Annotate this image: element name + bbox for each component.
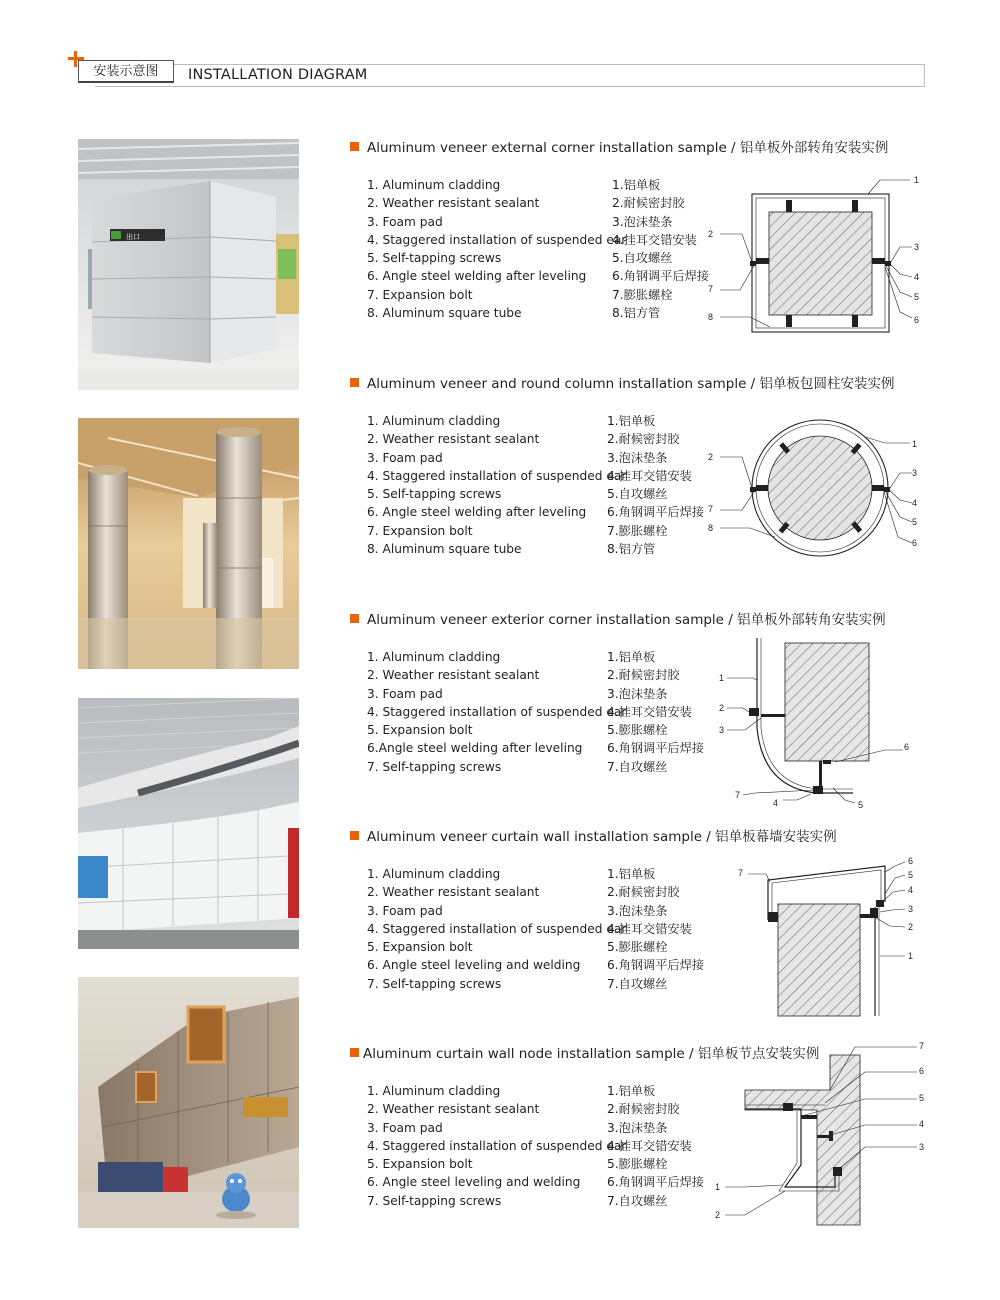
svg-text:6: 6 xyxy=(904,742,910,752)
legend-list-cn xyxy=(607,865,704,993)
list-item: 5.自攻螺丝 xyxy=(612,251,673,266)
svg-text:6: 6 xyxy=(912,538,918,548)
svg-text:5: 5 xyxy=(912,517,918,527)
legend-list-cn xyxy=(607,1082,704,1210)
svg-text:7: 7 xyxy=(735,790,741,800)
svg-text:2: 2 xyxy=(708,229,714,239)
svg-text:6: 6 xyxy=(914,315,920,325)
svg-text:2: 2 xyxy=(719,703,725,713)
svg-text:2: 2 xyxy=(908,922,914,932)
svg-text:5: 5 xyxy=(858,800,864,810)
svg-text:5: 5 xyxy=(919,1093,925,1103)
list-item: 6.角钢调平后焊接 xyxy=(612,269,709,284)
exterior-corner-section-diagram xyxy=(705,638,925,813)
orange-square-icon xyxy=(350,1048,359,1057)
list-item: 6. Angle steel leveling and welding xyxy=(367,1175,581,1190)
section-title: Aluminum veneer exterior corner installation sample / 铝单板外部转角安装实例 xyxy=(350,608,886,628)
svg-text:1: 1 xyxy=(912,439,918,449)
legend-list-en xyxy=(367,865,626,993)
svg-text:7: 7 xyxy=(708,284,714,294)
svg-text:8: 8 xyxy=(708,523,714,533)
svg-text:4: 4 xyxy=(914,272,920,282)
list-item: 7.膨胀螺栓 xyxy=(612,287,673,302)
svg-text:4: 4 xyxy=(919,1119,925,1129)
list-item: 6.Angle steel welding after leveling xyxy=(367,741,583,756)
list-item: 3.泡沫垫条 xyxy=(607,903,668,918)
list-item: 7. Expansion bolt xyxy=(367,287,473,302)
header-title-en: INSTALLATION DIAGRAM xyxy=(188,67,368,83)
list-item: 3.泡沫垫条 xyxy=(612,214,673,229)
list-item: 4.挂耳交错安装 xyxy=(607,468,692,483)
section-title: Aluminum curtain wall node installation sample / 铝单板节点安装实例 xyxy=(350,1042,819,1062)
list-item: 5. Self-tapping screws xyxy=(367,251,502,266)
list-item: 6.角钢调平后焊接 xyxy=(607,1175,704,1190)
curtain-wall-node-section-diagram xyxy=(705,1035,930,1230)
svg-text:3: 3 xyxy=(914,242,920,252)
square-column-section-diagram xyxy=(700,172,930,342)
orange-square-icon xyxy=(350,378,359,387)
list-item: 2.耐候密封胶 xyxy=(612,196,685,211)
svg-text:1: 1 xyxy=(914,175,920,185)
list-item: 4.挂耳交错安装 xyxy=(607,921,692,936)
svg-text:1: 1 xyxy=(719,673,725,683)
list-item: 4. Staggered installation of suspended ear xyxy=(367,232,627,247)
svg-text:2: 2 xyxy=(715,1210,721,1220)
list-item: 3. Foam pad xyxy=(367,450,443,465)
list-item: 2. Weather resistant sealant xyxy=(367,668,540,683)
list-item: 5.自攻螺丝 xyxy=(607,487,668,502)
list-item: 4. Staggered installation of suspended ear xyxy=(367,468,627,483)
list-item: 2. Weather resistant sealant xyxy=(367,1102,540,1117)
list-item: 5. Expansion bolt xyxy=(367,723,473,738)
svg-text:1: 1 xyxy=(908,951,914,961)
list-item: 2.耐候密封胶 xyxy=(607,432,680,447)
svg-text:3: 3 xyxy=(908,904,914,914)
svg-text:6: 6 xyxy=(908,856,914,866)
list-item: 8. Aluminum square tube xyxy=(367,542,522,557)
section-title: Aluminum veneer and round column installation sample / 铝单板包圆柱安装实例 xyxy=(350,372,895,392)
list-item: 1. Aluminum cladding xyxy=(367,867,501,881)
list-item: 2. Weather resistant sealant xyxy=(367,432,540,447)
list-item: 1.铝单板 xyxy=(607,650,656,664)
list-item: 7. Expansion bolt xyxy=(367,523,473,538)
legend-list-en xyxy=(367,1082,626,1210)
curved-wall-corner-photo-icon xyxy=(78,698,299,949)
section-title: Aluminum veneer curtain wall installation sample / 铝单板幕墙安装实例 xyxy=(350,825,837,845)
round-column-hall-photo-icon xyxy=(78,418,299,669)
list-item: 4.挂耳交错安装 xyxy=(607,1138,692,1153)
list-item: 4.挂耳交错安装 xyxy=(607,704,692,719)
list-item: 7. Self-tapping screws xyxy=(367,759,502,774)
list-item: 4. Staggered installation of suspended ear xyxy=(367,704,627,719)
svg-text:4: 4 xyxy=(908,885,914,895)
legend-list-cn xyxy=(612,176,709,322)
list-item: 1.铝单板 xyxy=(607,1084,656,1098)
list-item: 3.泡沫垫条 xyxy=(607,686,668,701)
legend-list-en xyxy=(367,176,626,322)
list-item: 7.自攻螺丝 xyxy=(607,976,668,991)
list-item: 3. Foam pad xyxy=(367,903,443,918)
legend-list-en xyxy=(367,412,626,558)
svg-text:3: 3 xyxy=(719,725,725,735)
svg-text:5: 5 xyxy=(908,870,914,880)
list-item: 1.铝单板 xyxy=(607,414,656,428)
svg-text:6: 6 xyxy=(919,1066,925,1076)
svg-text:1: 1 xyxy=(715,1182,721,1192)
list-item: 6.角钢调平后焊接 xyxy=(607,958,704,973)
list-item: 7. Self-tapping screws xyxy=(367,976,502,991)
svg-text:3: 3 xyxy=(912,468,918,478)
list-item: 5. Expansion bolt xyxy=(367,940,473,955)
list-item: 6. Angle steel welding after leveling xyxy=(367,269,587,284)
list-item: 2. Weather resistant sealant xyxy=(367,196,540,211)
round-column-section-diagram xyxy=(700,415,930,575)
list-item: 3. Foam pad xyxy=(367,1120,443,1135)
list-item: 2.耐候密封胶 xyxy=(607,1102,680,1117)
legend-list-cn xyxy=(607,648,704,776)
header-title-cn: 安装示意图 xyxy=(78,60,174,83)
list-item: 2.耐候密封胶 xyxy=(607,885,680,900)
list-item: 3. Foam pad xyxy=(367,214,443,229)
list-item: 7.自攻螺丝 xyxy=(607,1193,668,1208)
list-item: 2.耐候密封胶 xyxy=(607,668,680,683)
list-item: 1. Aluminum cladding xyxy=(367,178,501,192)
list-item: 2. Weather resistant sealant xyxy=(367,885,540,900)
list-item: 6.角钢调平后焊接 xyxy=(607,505,704,520)
svg-text:4: 4 xyxy=(773,798,779,808)
list-item: 4. Staggered installation of suspended ear xyxy=(367,921,627,936)
orange-square-icon xyxy=(350,614,359,623)
legend-list-en xyxy=(367,648,626,776)
list-item: 5. Expansion bolt xyxy=(367,1157,473,1172)
svg-text:4: 4 xyxy=(912,498,918,508)
list-item: 6.角钢调平后焊接 xyxy=(607,741,704,756)
list-item: 5.膨胀螺栓 xyxy=(607,723,668,738)
list-item: 5.膨胀螺栓 xyxy=(607,940,668,955)
legend-list-cn xyxy=(607,412,704,558)
list-item: 7.自攻螺丝 xyxy=(607,759,668,774)
orange-square-icon xyxy=(350,142,359,151)
list-item: 6. Angle steel leveling and welding xyxy=(367,958,581,973)
svg-text:7: 7 xyxy=(919,1041,925,1051)
list-item: 7. Self-tapping screws xyxy=(367,1193,502,1208)
list-item: 8. Aluminum square tube xyxy=(367,306,522,321)
exit-sign-text: 出口 xyxy=(126,234,140,241)
list-item: 4.挂耳交错安装 xyxy=(612,232,697,247)
list-item: 3. Foam pad xyxy=(367,686,443,701)
list-item: 4. Staggered installation of suspended ear xyxy=(367,1138,627,1153)
svg-text:3: 3 xyxy=(919,1142,925,1152)
list-item: 1. Aluminum cladding xyxy=(367,650,501,664)
list-item: 6. Angle steel welding after leveling xyxy=(367,505,587,520)
list-item: 5. Self-tapping screws xyxy=(367,487,502,502)
section-title: Aluminum veneer external corner installation sample / 铝单板外部转角安装实例 xyxy=(350,136,888,156)
list-item: 1.铝单板 xyxy=(612,178,661,192)
list-item: 1. Aluminum cladding xyxy=(367,1084,501,1098)
list-item: 8.铝方管 xyxy=(607,542,656,557)
list-item: 1. Aluminum cladding xyxy=(367,414,501,428)
mall-facade-photo-icon xyxy=(78,977,299,1228)
svg-text:2: 2 xyxy=(708,452,714,462)
list-item: 3.泡沫垫条 xyxy=(607,1120,668,1135)
svg-text:8: 8 xyxy=(708,312,714,322)
list-item: 7.膨胀螺栓 xyxy=(607,523,668,538)
curtain-wall-section-diagram xyxy=(730,852,925,1022)
list-item: 1.铝单板 xyxy=(607,867,656,881)
list-item: 8.铝方管 xyxy=(612,306,661,321)
svg-text:5: 5 xyxy=(914,292,920,302)
svg-text:7: 7 xyxy=(738,868,744,878)
svg-text:7: 7 xyxy=(708,504,714,514)
orange-square-icon xyxy=(350,831,359,840)
list-item: 3.泡沫垫条 xyxy=(607,450,668,465)
subway-square-column-photo-icon xyxy=(78,139,299,390)
list-item: 5.膨胀螺栓 xyxy=(607,1157,668,1172)
